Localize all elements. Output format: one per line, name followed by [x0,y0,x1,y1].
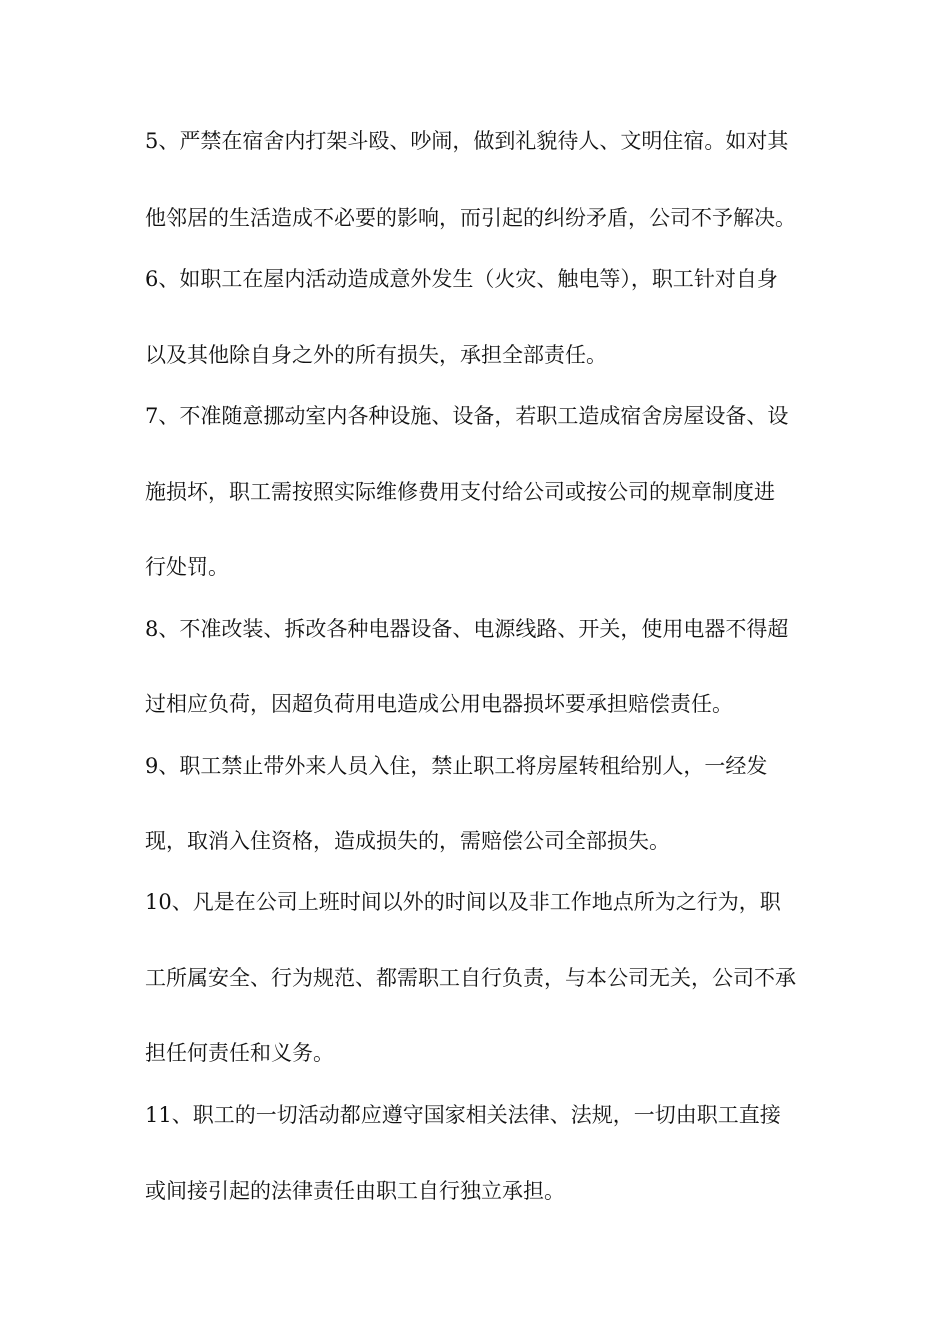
text-line: 5、严禁在宿舍内打架斗殴、吵闹，做到礼貌待人、文明住宿。如对其 [145,129,789,153]
text-line: 以及其他除自身之外的所有损失，承担全部责任。 [145,343,607,367]
text-line: 担任何责任和义务。 [145,1041,334,1065]
text-line: 7、不准随意挪动室内各种设施、设备，若职工造成宿舍房屋设备、设 [145,404,789,428]
text-line: 8、不准改装、拆改各种电器设备、电源线路、开关，使用电器不得超 [145,617,789,641]
text-line: 工所属安全、行为规范、都需职工自行负责，与本公司无关，公司不承 [145,966,796,990]
text-line: 施损坏，职工需按照实际维修费用支付给公司或按公司的规章制度进 [145,480,775,504]
text-line: 或间接引起的法律责任由职工自行独立承担。 [145,1179,565,1203]
text-line: 现，取消入住资格，造成损失的，需赔偿公司全部损失。 [145,829,670,853]
text-line: 他邻居的生活造成不必要的影响，而引起的纠纷矛盾，公司不予解决。 [145,206,796,230]
text-line: 行处罚。 [145,555,229,579]
text-line: 9、职工禁止带外来人员入住，禁止职工将房屋转租给别人，一经发 [145,754,768,778]
text-line: 6、如职工在屋内活动造成意外发生（火灾、触电等），职工针对自身 [145,267,778,291]
text-line: 10、凡是在公司上班时间以外的时间以及非工作地点所为之行为，职 [145,890,781,914]
text-line: 过相应负荷，因超负荷用电造成公用电器损坏要承担赔偿责任。 [145,692,733,716]
text-line: 11、职工的一切活动都应遵守国家相关法律、法规，一切由职工直接 [145,1103,781,1127]
